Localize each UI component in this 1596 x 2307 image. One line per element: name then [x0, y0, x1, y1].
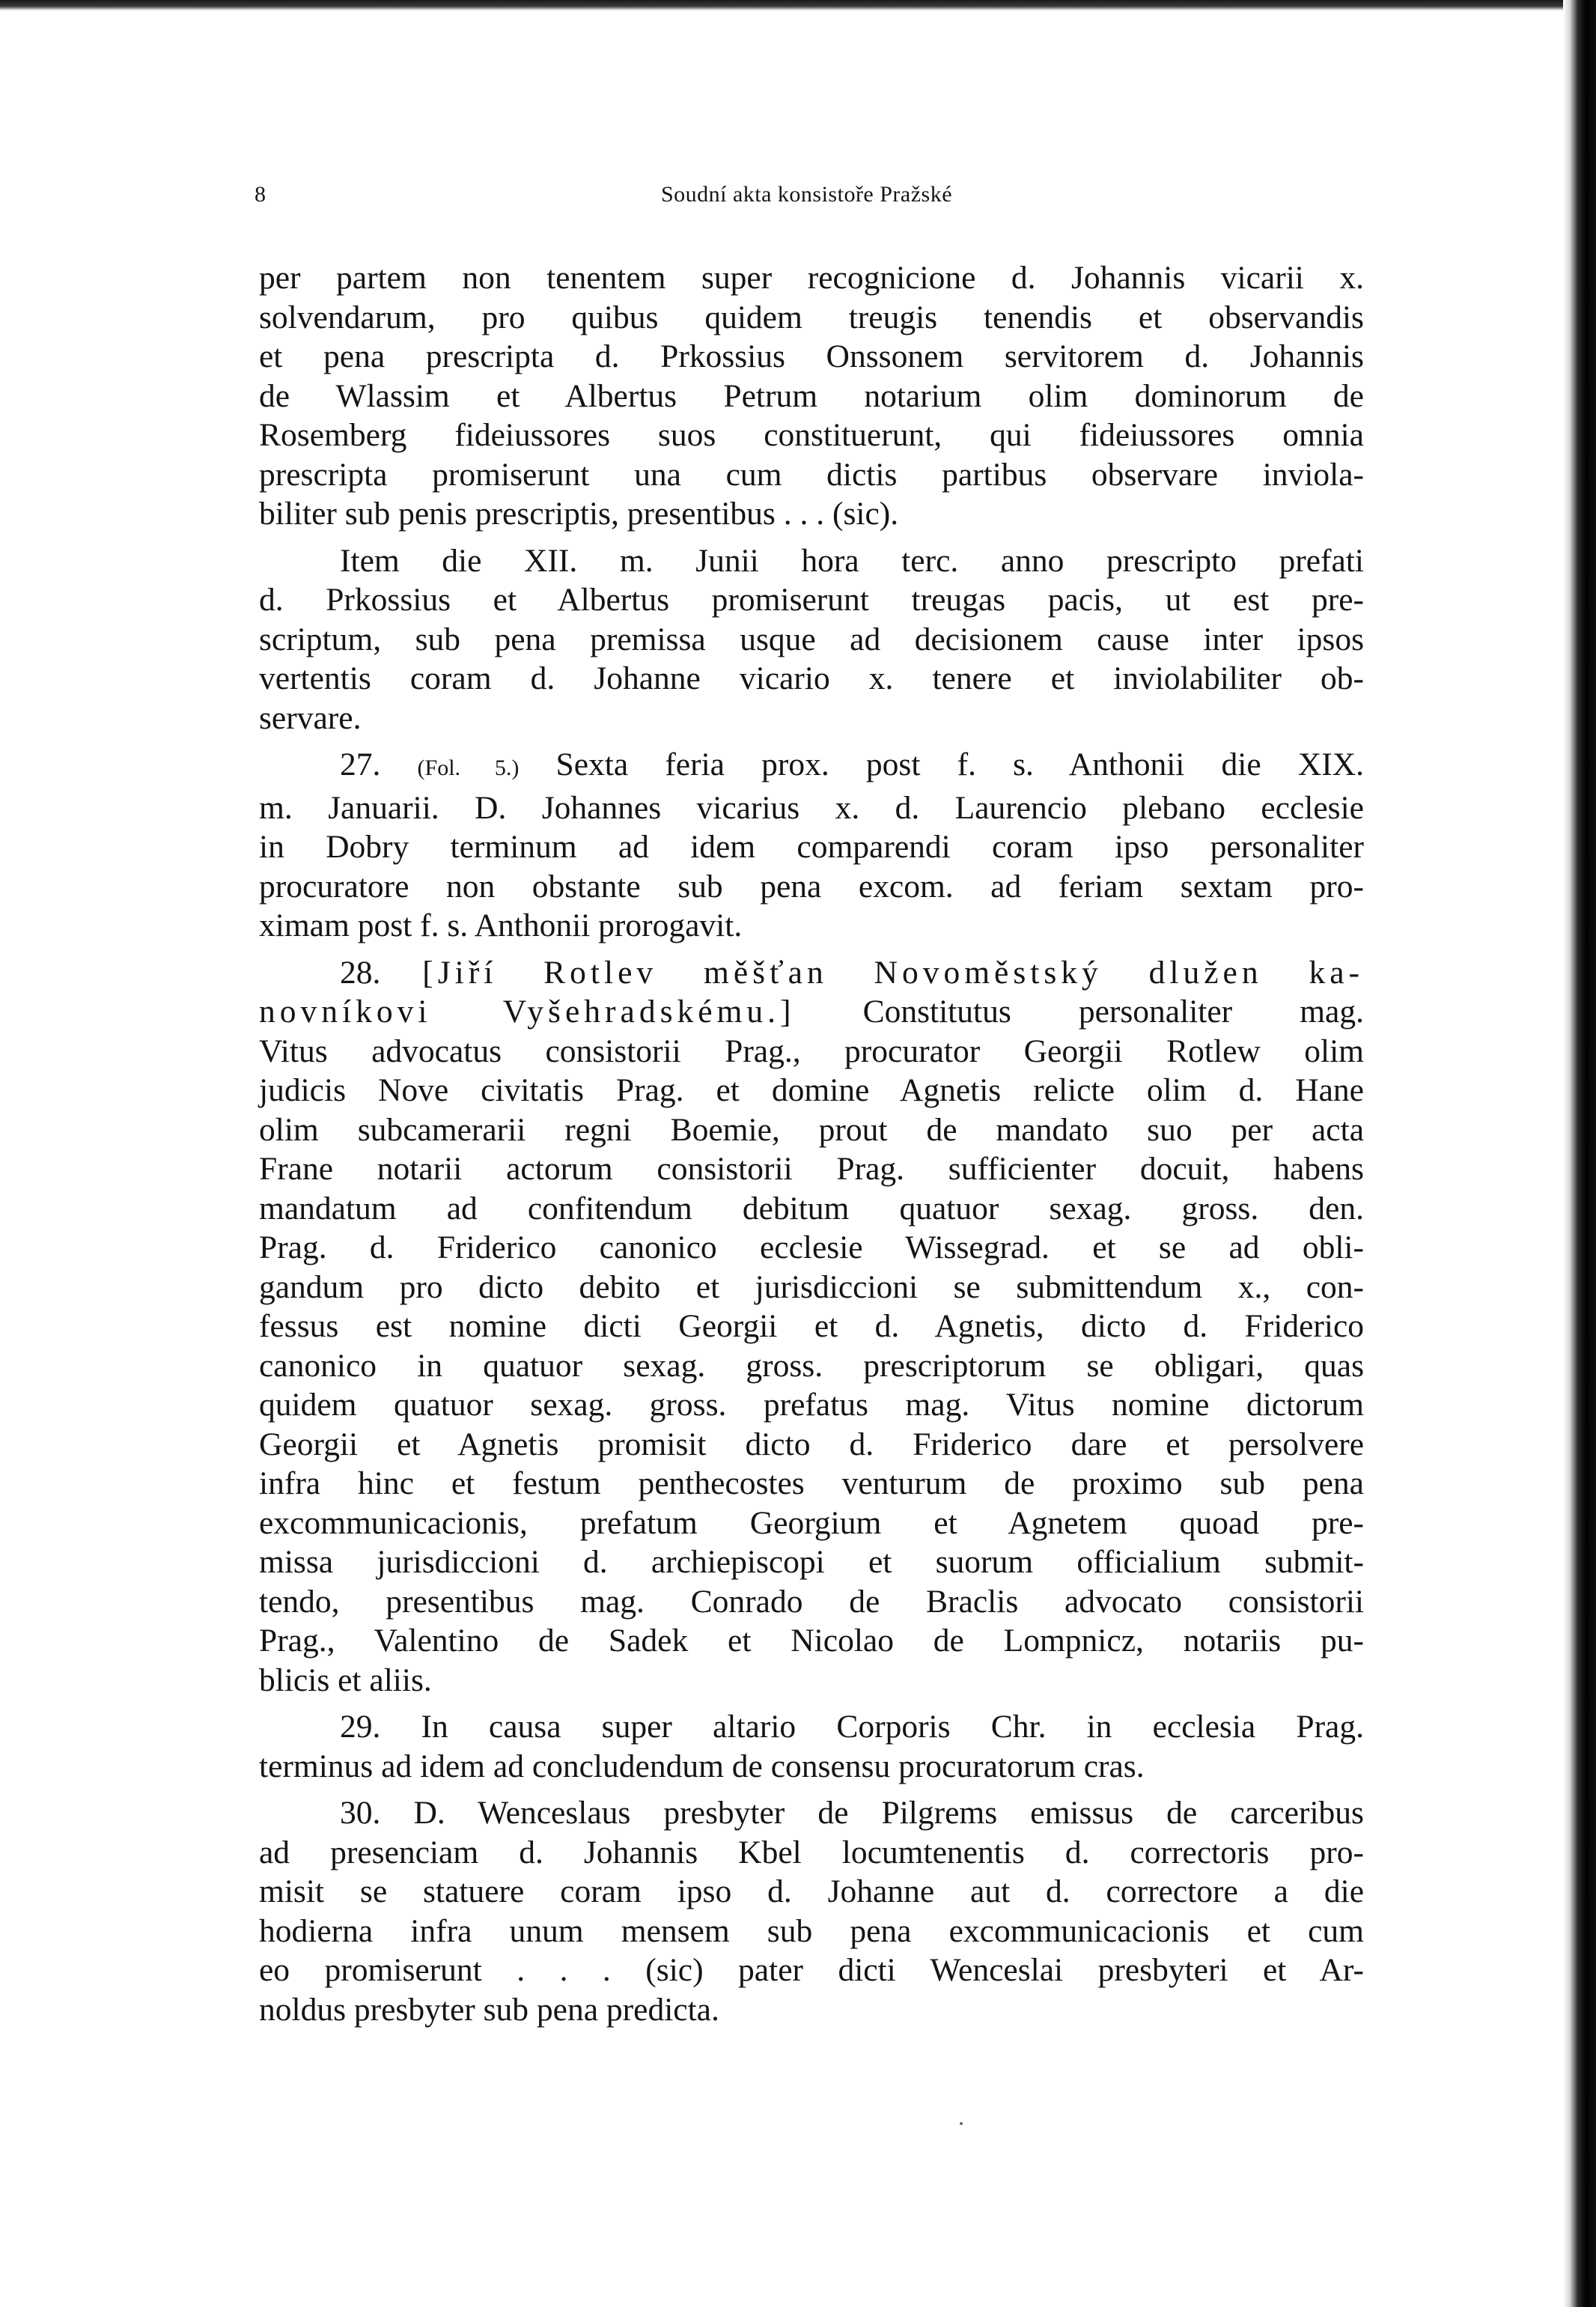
text-line: fessus est nomine dicti Georgii et d. Agnetis, dicto d. Friderico [259, 1308, 1364, 1344]
text-body [259, 258, 1364, 2037]
entry-28 [259, 953, 1364, 1700]
text-line: procuratore non obstante sub pena excom. ad feriam sextam pro- [259, 868, 1364, 905]
text-line: olim subcamerarii regni Boemie, prout de mandato suo per acta [259, 1111, 1364, 1148]
paragraph-continuation [259, 258, 1364, 534]
text-line: quidem quatuor sexag. gross. prefatus mag. Vitus nomine dictorum [259, 1387, 1364, 1423]
text-line: blicis et aliis. [259, 1662, 432, 1698]
text-line: infra hinc et festum penthecostes venturum de proximo sub pena [259, 1465, 1364, 1501]
text-line: Prag. d. Friderico canonico ecclesie Wissegrad. et se ad obli- [259, 1230, 1364, 1265]
text-line: Item die XII. m. Junii hora terc. anno prescripto prefati [340, 542, 1364, 579]
scan-top-edge [0, 0, 1596, 10]
text-line [259, 745, 1364, 788]
text-line: ad presenciam d. Johannis Kbel locumtenentis d. correctoris pro- [259, 1834, 1364, 1870]
text-line [259, 953, 1364, 993]
paragraph-item-die [259, 541, 1364, 738]
text-line [259, 992, 1364, 1032]
running-title: Soudní akta konsistoře Pražské [660, 182, 953, 207]
entry-heading: novníkovi Vyšehradskému.] [259, 994, 796, 1030]
text-line: vertentis coram d. Johanne vicario x. tenere et inviolabiliter ob- [259, 660, 1364, 696]
text-line: solvendarum, pro quibus quidem treugis tenendis et observandis [259, 299, 1364, 335]
entry-number: 28. [340, 954, 381, 991]
entry-30 [259, 1793, 1364, 2029]
scan-binding-edge [1563, 0, 1596, 2307]
text-fragment: Constitutus personaliter mag. [862, 994, 1364, 1030]
text-line: mandatum ad confitendum debitum quatuor sexag. gross. den. [259, 1190, 1364, 1227]
text-line: noldus presbyter sub pena predicta. [259, 1991, 719, 2028]
text-line: Prag., Valentino de Sadek et Nicolao de Lompnicz, notariis pu- [259, 1623, 1364, 1659]
text-line: Vitus advocatus consistorii Prag., procurator Georgii Rotlew olim [259, 1033, 1364, 1069]
text-line: 30. D. Wenceslaus presbyter de Pilgrems emissus de carceribus [340, 1795, 1364, 1831]
page-number: 8 [255, 182, 266, 207]
text-line: prescripta promiserunt una cum dictis partibus observare inviola- [259, 456, 1364, 493]
text-line: Georgii et Agnetis promisit dicto d. Friderico dare et persolvere [259, 1426, 1364, 1462]
text-line: Rosemberg fideiussores suos constituerunt, qui fideiussores omnia [259, 417, 1364, 453]
page-header [255, 177, 1359, 213]
entry-29 [259, 1707, 1364, 1786]
text-line: per partem non tenentem super recognicione d. Johannis vicarii x. [259, 260, 1364, 296]
text-line: hodierna infra unum mensem sub pena excommunicacionis et cum [259, 1912, 1364, 1949]
entry-27 [259, 745, 1364, 946]
text-line: terminus ad idem ad concludendum de consensu procuratorum cras. [259, 1748, 1145, 1784]
text-line: biliter sub penis prescriptis, presentibus . . . (sic). [259, 496, 899, 532]
text-line: tendo, presentibus mag. Conrado de Braclis advocato consistorii [259, 1583, 1364, 1620]
text-line: eo promiserunt . . . (sic) pater dicti Wenceslai presbyteri et Ar- [259, 1952, 1364, 1988]
text-line: m. Januarii. D. Johannes vicarius x. d. Laurencio plebano ecclesie [259, 789, 1364, 826]
text-line: Frane notarii actorum consistorii Prag. sufficienter docuit, habens [259, 1151, 1364, 1187]
text-line: misit se statuere coram ipso d. Johanne aut d. correctore a die [259, 1873, 1364, 1909]
text-line: d. Prkossius et Albertus promiserunt treugas pacis, ut est pre- [259, 582, 1364, 618]
text-line: gandum pro dicto debito et jurisdiccioni se submittendum x., con- [259, 1268, 1364, 1305]
text-line: ximam post f. s. Anthonii prorogavit. [259, 908, 743, 943]
text-line: canonico in quatuor sexag. gross. prescriptorum se obligari, quas [259, 1347, 1364, 1384]
entry-number: 27. [340, 747, 381, 782]
text-line: excommunicacionis, prefatum Georgium et Agnetem quoad pre- [259, 1504, 1364, 1541]
text-line: missa jurisdiccioni d. archiepiscopi et suorum officialium submit- [259, 1544, 1364, 1580]
text-line: et pena prescripta d. Prkossius Onssonem servitorem d. Johannis [259, 338, 1364, 374]
text-fragment: Sexta feria prox. post f. s. Anthonii die XIX. [555, 747, 1365, 782]
text-line: servare. [259, 699, 362, 736]
text-line: 29. In causa super altario Corporis Chr. in ecclesia Prag. [340, 1709, 1364, 1745]
text-line: de Wlassim et Albertus Petrum notarium olim dominorum de [259, 377, 1364, 414]
text-line: scriptum, sub pena premissa usque ad decisionem cause inter ipsos [259, 621, 1364, 657]
text-line: judicis Nove civitatis Prag. et domine Agnetis relicte olim d. Hane [259, 1072, 1364, 1108]
scan-speck [960, 2122, 963, 2125]
folio-reference: (Fol. 5.) [417, 756, 520, 780]
entry-heading: [Jiří Rotlev měšťan Novoměstský dlužen ka- [422, 954, 1365, 991]
text-line: in Dobry terminum ad idem comparendi coram ipso personaliter [259, 829, 1364, 865]
